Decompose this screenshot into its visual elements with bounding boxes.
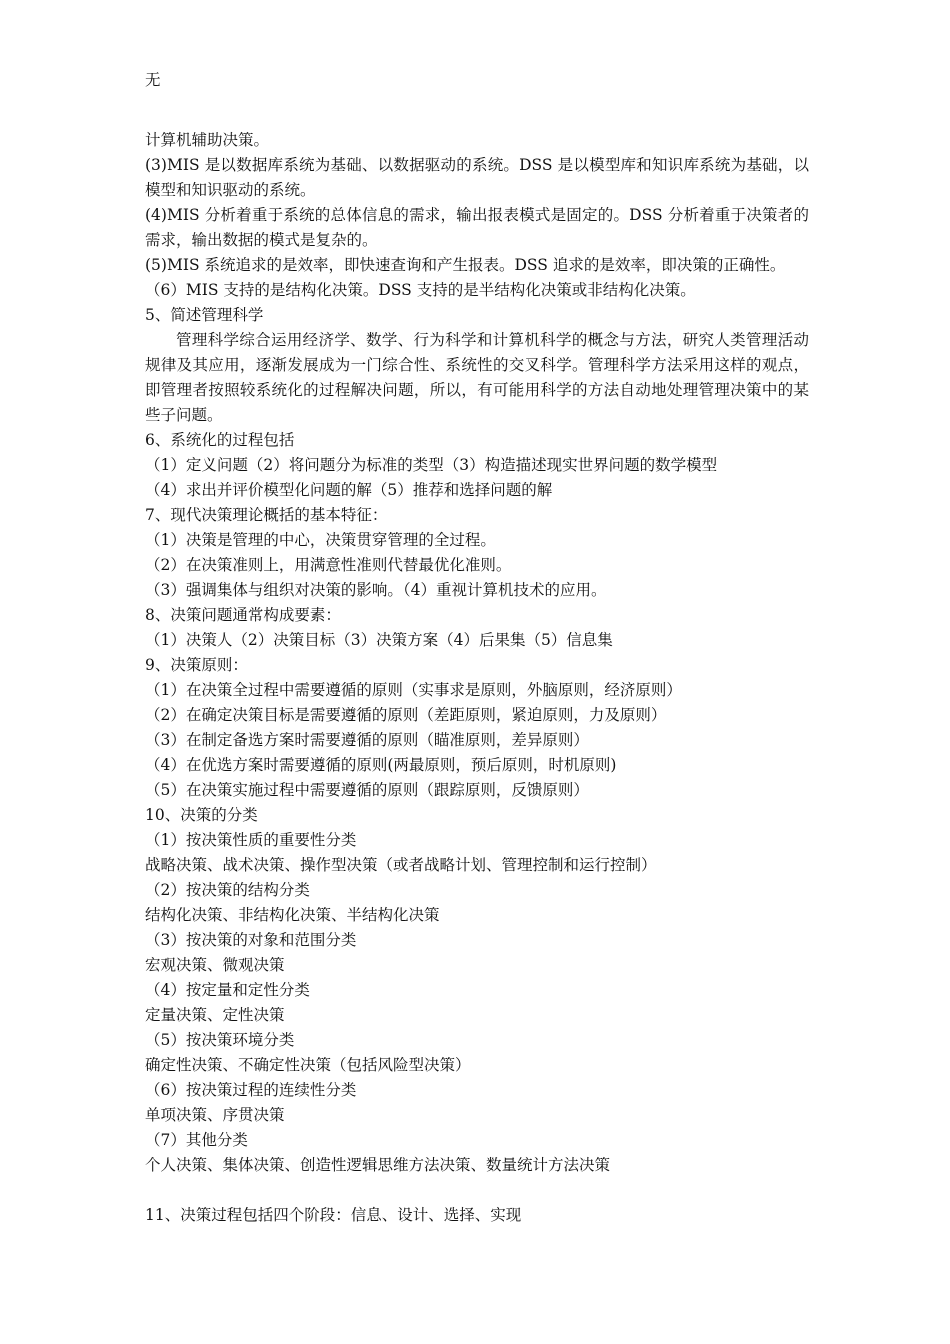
paragraph: 管理科学综合运用经济学、数学、行为科学和计算机科学的概念与方法，研究人类管理活动规律及其应用，逐渐发展成为一门综合性、系统性的交叉科学。管理科学方法采用这样的观点，即管理者按照较系统化的过程解决问题，所以，有可能用科学的方法自动地处理管理决策中的某些子问题。 (145, 331, 809, 424)
list-item: （2）在决策准则上，用满意性准则代替最优化准则。 (145, 556, 512, 574)
section-heading: 6、系统化的过程包括 (145, 431, 295, 449)
paragraph: 个人决策、集体决策、创造性逻辑思维方法决策、数量统计方法决策 (145, 1156, 611, 1174)
list-item: （6）按决策过程的连续性分类 (145, 1081, 357, 1099)
list-item: （2）按决策的结构分类 (145, 881, 310, 899)
list-item: （1）按决策性质的重要性分类 (145, 831, 357, 849)
paragraph: 定量决策、定性决策 (145, 1006, 285, 1024)
paragraph: （6）MIS 支持的是结构化决策。DSS 支持的是半结构化决策或非结构化决策。 (145, 281, 696, 299)
list-item: （4）求出并评价模型化问题的解（5）推荐和选择问题的解 (145, 481, 553, 499)
paragraph: 结构化决策、非结构化决策、半结构化决策 (145, 906, 440, 924)
document-body (145, 128, 809, 1228)
section-heading: 5、简述管理科学 (145, 306, 264, 324)
paragraph: (5)MIS 系统追求的是效率，即快速查询和产生报表。DSS 追求的是效率，即决策的正确性。 (145, 256, 786, 274)
section-heading: 10、决策的分类 (145, 806, 258, 824)
paragraph: 单项决策、序贯决策 (145, 1106, 285, 1124)
paragraph: 计算机辅助决策。 (145, 131, 270, 149)
list-item: （2）在确定决策目标是需要遵循的原则（差距原则，紧迫原则，力及原则） (145, 706, 667, 724)
list-item: （3）在制定备选方案时需要遵循的原则（瞄准原则，差异原则） (145, 731, 589, 749)
paragraph: 确定性决策、不确定性决策（包括风险型决策） (145, 1056, 471, 1074)
section-heading: 11、决策过程包括四个阶段：信息、设计、选择、实现 (145, 1206, 522, 1224)
list-item: （7）其他分类 (145, 1131, 248, 1149)
section-heading: 8、决策问题通常构成要素： (145, 606, 341, 624)
list-item: （5）按决策环境分类 (145, 1031, 295, 1049)
list-item: （5）在决策实施过程中需要遵循的原则（跟踪原则，反馈原则） (145, 781, 589, 799)
list-item: （1）在决策全过程中需要遵循的原则（实事求是原则，外脑原则，经济原则） (145, 681, 682, 699)
list-item: （1）定义问题（2）将问题分为标准的类型（3）构造描述现实世界问题的数学模型 (145, 456, 718, 474)
paragraph: 战略决策、战术决策、操作型决策（或者战略计划、管理控制和运行控制） (145, 856, 657, 874)
list-item: （1）决策人（2）决策目标（3）决策方案（4）后果集（5）信息集 (145, 631, 613, 649)
paragraph: 宏观决策、微观决策 (145, 956, 285, 974)
paragraph: (3)MIS 是以数据库系统为基础、以数据驱动的系统。DSS 是以模型库和知识库系统为基础，以模型和知识驱动的系统。 (145, 156, 809, 199)
blank-line (145, 1178, 809, 1203)
page-header: 无 (145, 71, 161, 89)
section-heading: 9、决策原则： (145, 656, 248, 674)
section-heading: 7、现代决策理论概括的基本特征： (145, 506, 388, 524)
list-item: （4）在优选方案时需要遵循的原则(两最原则，预后原则，时机原则) (145, 756, 617, 774)
list-item: （1）决策是管理的中心，决策贯穿管理的全过程。 (145, 531, 496, 549)
list-item: （3）按决策的对象和范围分类 (145, 931, 357, 949)
paragraph: (4)MIS 分析着重于系统的总体信息的需求，输出报表模式是固定的。DSS 分析着重于决策者的需求，输出数据的模式是复杂的。 (145, 206, 809, 249)
list-item: （4）按定量和定性分类 (145, 981, 310, 999)
list-item: （3）强调集体与组织对决策的影响。（4）重视计算机技术的应用。 (145, 581, 607, 599)
